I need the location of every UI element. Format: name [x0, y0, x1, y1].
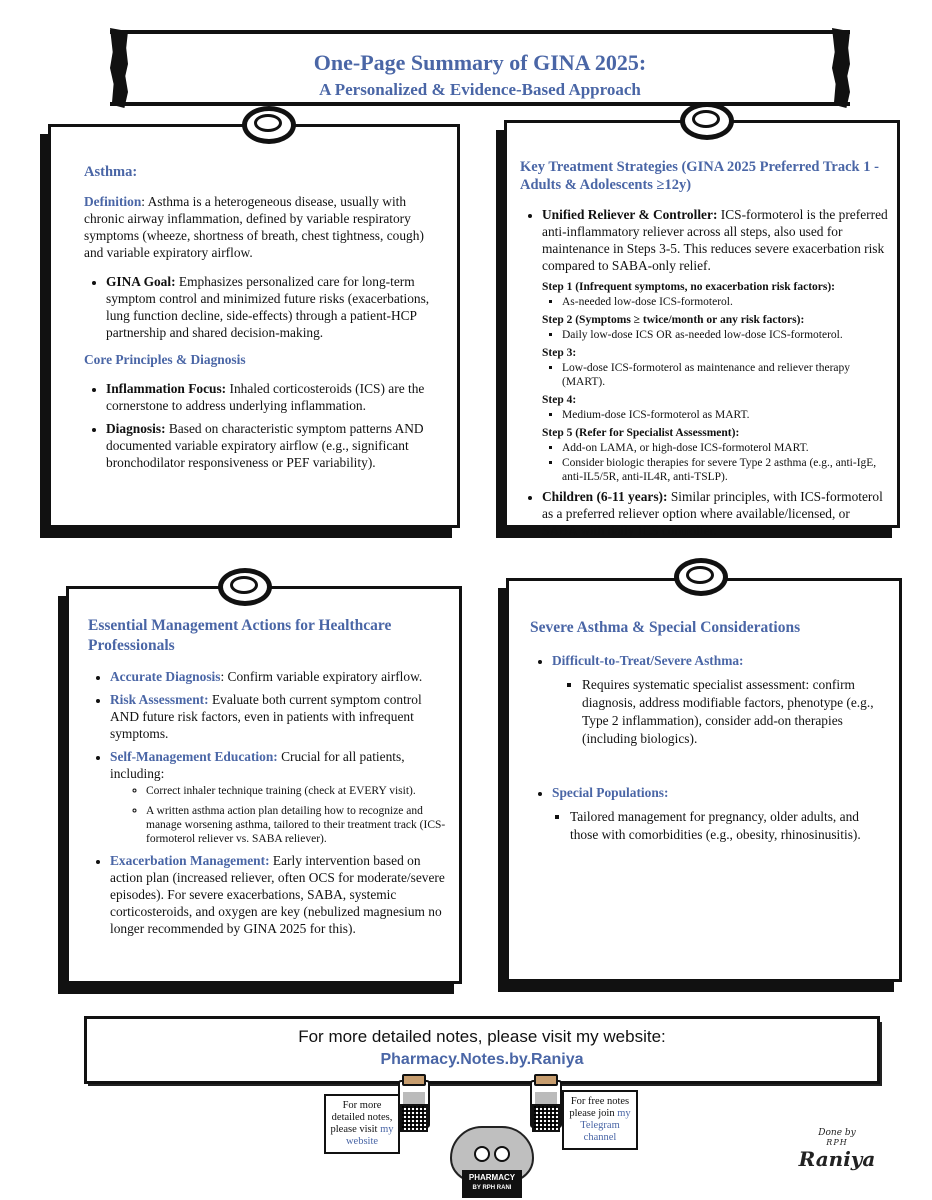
- footer-website-link[interactable]: Pharmacy.Notes.by.Raniya: [380, 1051, 584, 1068]
- step-3-detail: ▪ Low-dose ICS-formoterol as maintenance and reliever therapy (MART).: [562, 361, 888, 389]
- difficult-asthma-item: • Difficult-to-Treat/Severe Asthma:: [552, 652, 882, 670]
- unified-item: • Unified Reliever & Controller: ICS-formoterol is the preferred anti-inflammatory reliever across all steps, also used for maintenance in Steps 3-5. This reduces severe exacerbation risk compared to SABA-only relief.: [542, 206, 888, 274]
- strategies-heading: Key Treatment Strategies (GINA 2025 Preferred Track 1 - Adults & Adolescents ≥12y): [520, 159, 879, 193]
- definition-text: : Asthma is a heterogeneous disease, usually with chronic airway inflammation, defined by variable respiratory symptoms (wheeze, shortness of breath, chest tightness, cough) and variable expiratory airflow.: [84, 194, 424, 260]
- inflammation-item: • Inflammation Focus: Inhaled corticosteroids (ICS) are the cornerstone to address underlying inflammation.: [106, 380, 434, 414]
- mini-telegram-note: For free notes please join my Telegram channel: [562, 1090, 638, 1150]
- step-5-detail: ▪ Add-on LAMA, or high-dose ICS-formoterol MART.: [562, 441, 888, 455]
- step-4-label: Step 4:: [542, 394, 577, 406]
- core-principles-heading: Core Principles & Diagnosis: [84, 352, 246, 367]
- difficult-asthma-detail: ▪ Requires systematic specialist assessment: confirm diagnosis, address modifiable factors, phenotype (e.g., Type 2 inflammation), consider add-on therapies (including biologics).: [582, 676, 882, 748]
- title-top-border: [110, 30, 850, 34]
- title-banner: [110, 28, 850, 108]
- definition-paragraph: [84, 193, 434, 261]
- footer-banner: [84, 1016, 880, 1084]
- special-populations-item: • Special Populations:: [552, 784, 882, 802]
- step-1-label: Step 1 (Infrequent symptoms, no exacerbation risk factors):: [542, 281, 836, 293]
- step-5-label: Step 5 (Refer for Specialist Assessment):: [542, 427, 740, 439]
- author-signature: Done by RPH Raniya: [798, 1128, 876, 1171]
- step-5-detail: ▪ Consider biologic therapies for severe Type 2 asthma (e.g., anti-IgE, anti-IL5/5R, anti-IL4R, anti-TSLP).: [562, 456, 888, 484]
- risk-assessment-item: • Risk Assessment: Evaluate both current symptom control AND future risk factors, even in patients with infrequent symptoms.: [110, 691, 448, 742]
- management-heading: Essential Management Actions for Healthcare Professionals: [88, 617, 392, 654]
- qr-code-left-icon[interactable]: [400, 1104, 428, 1132]
- step-4-detail: ▪ Medium-dose ICS-formoterol as MART.: [562, 408, 888, 422]
- asthma-card-ring-icon: [236, 104, 296, 140]
- pharmacy-logo: PHARMACY BY RPH RANI: [462, 1170, 522, 1198]
- page-title: One-Page Summary of GINA 2025:: [313, 50, 647, 75]
- severe-heading: Severe Asthma & Special Considerations: [530, 619, 801, 636]
- steps-list: [520, 280, 888, 484]
- exacerbation-item: • Exacerbation Management: Early intervention based on action plan (increased reliever, often OCS for moderate/severe episodes). For severe exacerbations, SABA, systemic corticosteroids, and oxygen are key (nebulized magnesium no longer recommended by GINA 2025 for this).: [110, 852, 448, 937]
- page: [14, 10, 918, 1192]
- definition-label: Definition: [84, 194, 142, 209]
- management-card: [66, 586, 462, 984]
- mini-website-note: For more detailed notes, please visit my website: [324, 1094, 400, 1154]
- step-3-label: Step 3:: [542, 347, 577, 359]
- edu-item-1: ◦ Correct inhaler technique training (check at EVERY visit).: [146, 784, 448, 798]
- management-card-ring-icon: [212, 566, 272, 602]
- strategies-card-ring-icon: [674, 100, 734, 136]
- asthma-card: [48, 124, 460, 528]
- asthma-heading: Asthma:: [84, 164, 138, 180]
- step-2-detail: ▪ Daily low-dose ICS OR as-needed low-dose ICS-formoterol.: [562, 328, 888, 342]
- severe-card: [506, 578, 902, 982]
- step-2-label: Step 2 (Symptoms ≥ twice/month or any risk factors):: [542, 314, 805, 326]
- accurate-diagnosis-item: • Accurate Diagnosis: Confirm variable expiratory airflow.: [110, 668, 448, 685]
- gina-goal-item: • GINA Goal: Emphasizes personalized care for long-term symptom control and minimized future risks (exacerbations, lung function decline, side-effects) through a patient-HCP partnership and shared decision-making.: [106, 273, 434, 341]
- page-subtitle: A Personalized & Evidence-Based Approach: [319, 80, 641, 99]
- self-management-item: • Self-Management Education: Crucial for all patients, including:: [110, 748, 448, 782]
- special-populations-detail: ▪ Tailored management for pregnancy, older adults, and those with comorbidities (e.g., obesity, rhinosinusitis).: [570, 808, 882, 844]
- title-bottom-border: [110, 102, 850, 106]
- strategies-card: [504, 120, 900, 538]
- children-item: • Children (6-11 years): Similar principles, with ICS-formoterol as a preferred reliever option where available/licensed, or SABA with daily ICS controller.: [542, 488, 888, 539]
- step-1-detail: ▪ As-needed low-dose ICS-formoterol.: [562, 295, 888, 309]
- edu-item-2: ◦ A written asthma action plan detailing how to recognize and manage worsening asthma, tailored to their treatment track (ICS-formoterol reliever vs. SABA reliever).: [146, 804, 448, 846]
- severe-card-ring-icon: [668, 556, 728, 592]
- footer-text: For more detailed notes, please visit my website:: [298, 1027, 666, 1046]
- qr-code-right-icon[interactable]: [532, 1104, 560, 1132]
- diagnosis-item: • Diagnosis: Based on characteristic symptom patterns AND documented variable expiratory airflow (e.g., significant bronchodilator responsiveness or PEF variability).: [106, 420, 434, 471]
